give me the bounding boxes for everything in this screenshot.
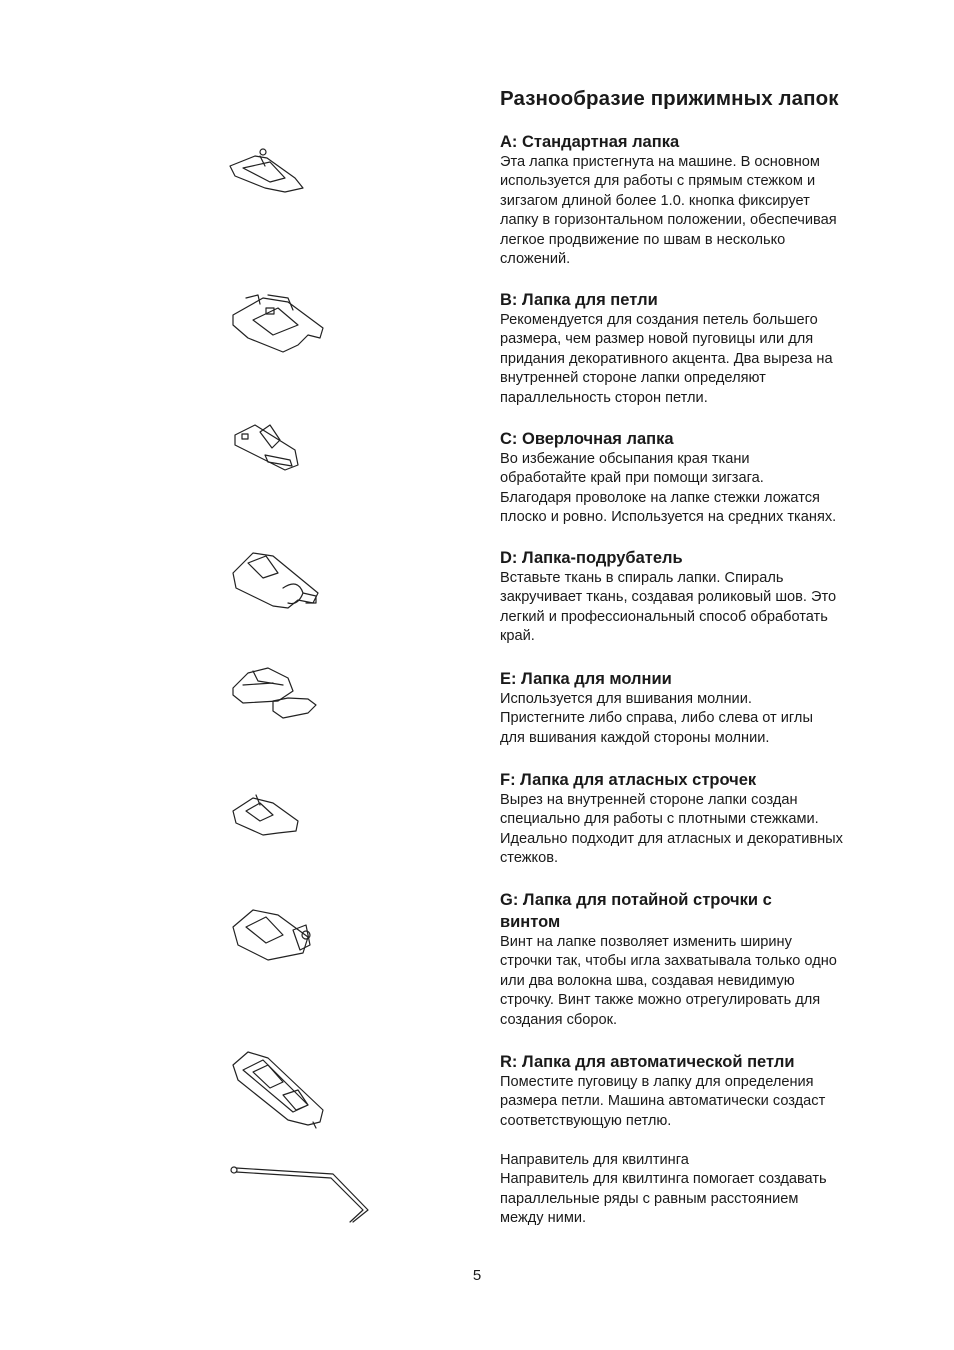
section-body: Поместите пуговицу в лапку для определения размера петли. Машина автоматически создаст соответствующую петлю. bbox=[500, 1074, 826, 1129]
auto-buttonhole-foot-icon bbox=[228, 1050, 328, 1130]
section-d bbox=[500, 547, 900, 647]
section-quilting-guide bbox=[500, 1151, 900, 1229]
section-title: G: Лапка для потайной строчки с винтом bbox=[500, 891, 772, 931]
section-title: C: Оверлочная лапка bbox=[500, 430, 674, 448]
blind-hem-foot-icon bbox=[228, 905, 318, 965]
page-number: 5 bbox=[472, 1267, 482, 1284]
section-body: Вставьте ткань в спираль лапки. Спираль закручивает ткань, создавая роликовый шов. Это легкий и профессиональный способ обработать край. bbox=[500, 570, 837, 645]
section-g bbox=[500, 889, 900, 1030]
section-title: B: Лапка для петли bbox=[500, 291, 658, 309]
hemmer-foot-icon bbox=[228, 548, 323, 613]
section-body: Используется для вшивания молнии. Пристегните либо справа, либо слева от иглы для вшивания каждой стороны молнии. bbox=[500, 691, 813, 746]
overlock-foot-icon bbox=[230, 420, 305, 475]
zipper-foot-icon bbox=[228, 663, 323, 723]
section-b bbox=[500, 289, 900, 408]
page-title: Разнообразие прижимных лапок bbox=[500, 87, 839, 110]
section-title: R: Лапка для автоматической петли bbox=[500, 1053, 795, 1071]
section-body: Направитель для квилтинга помогает создавать параллельные ряды с равным расстоянием между ними. bbox=[500, 1171, 827, 1227]
section-title: A: Стандартная лапка bbox=[500, 133, 680, 151]
section-e bbox=[500, 668, 900, 748]
section-f bbox=[500, 769, 900, 869]
quilting-guide-icon bbox=[228, 1162, 373, 1227]
satin-stitch-foot-icon bbox=[228, 793, 303, 838]
section-c bbox=[500, 428, 900, 528]
standard-foot-icon bbox=[225, 148, 305, 198]
section-title: E: Лапка для молнии bbox=[500, 670, 672, 688]
buttonhole-foot-icon bbox=[228, 290, 328, 355]
section-r bbox=[500, 1051, 900, 1131]
section-body: Во избежание обсыпания края ткани обработайте край при помощи зигзага. Благодаря проволоке на лапке стежки ложатся плоско и ровно. Используется на средних тканях. bbox=[500, 451, 837, 526]
section-body: Эта лапка пристегнута на машине. В основном используется для работы с прямым стежком и зигзагом длиной более 1.0. кнопка фиксирует лапку в горизонтальном положении, обеспечивая легкое продвижение по швам в несколько сложений. bbox=[500, 154, 837, 268]
section-a bbox=[500, 131, 900, 269]
section-body: Винт на лапке позволяет изменить ширину строчки так, чтобы игла захватывала только одно или два волокна шва, создавая невидимую строчку. Винт также можно отрегулировать для создания сборок. bbox=[500, 934, 837, 1028]
section-title: Направитель для квилтинга bbox=[500, 1152, 689, 1168]
section-title: D: Лапка-подрубатель bbox=[500, 549, 683, 567]
section-body: Вырез на внутренней стороне лапки создан специально для работы с плотными стежками. Идеально подходит для атласных и декоративных стежков. bbox=[500, 792, 843, 867]
section-body: Рекомендуется для создания петель большего размера, чем размер новой пуговицы или для придания декоративного акцента. Два выреза на внутренней стороне лапки определяют параллельность сторон петли. bbox=[500, 312, 833, 406]
section-title: F: Лапка для атласных строчек bbox=[500, 771, 757, 789]
